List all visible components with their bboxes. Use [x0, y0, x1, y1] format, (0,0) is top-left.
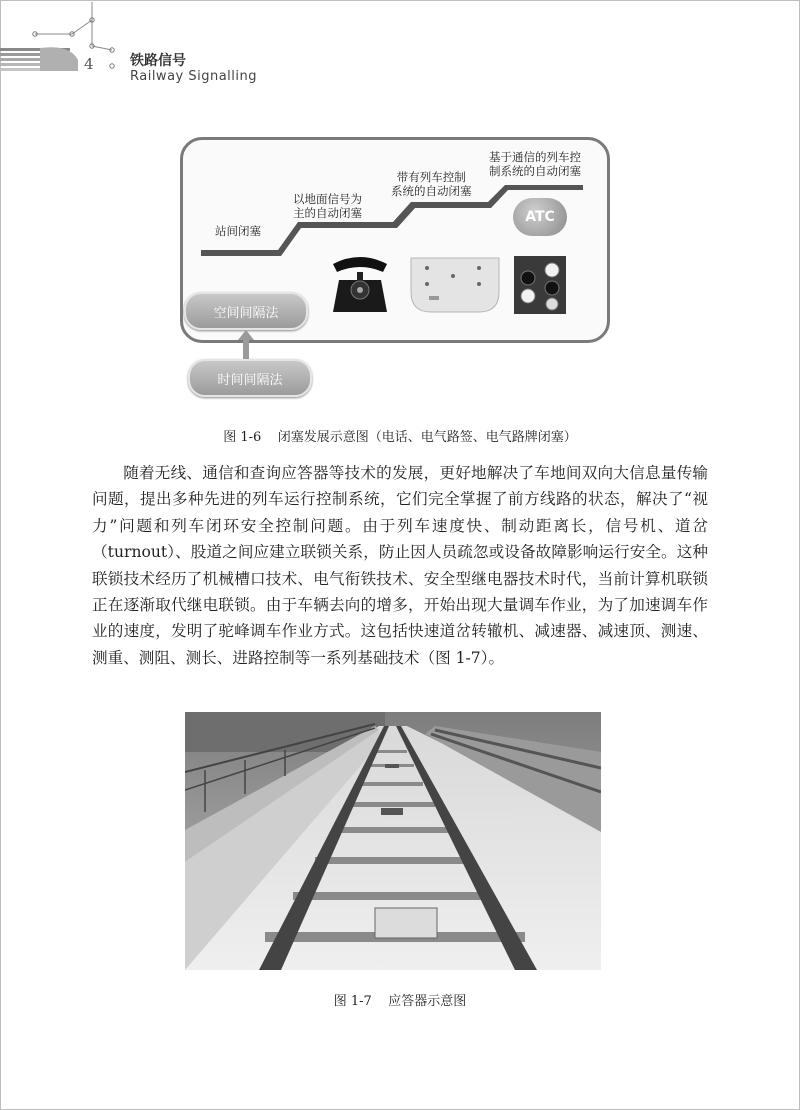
body-paragraph: 随着无线、通信和查询应答器等技术的发展，更好地解决了车地间双向大信息量传输问题，提出多种先进的列车运行控制系统，它们完全掌握了前方线路的状态，解决了“视力”问题和列车闭环安全控制问题。由于列车速度快、制动距离长，信号机、道岔（turnout）、股道之间应建立联锁关系，防止因人员疏忽或设备故障影响运行安全。这种联锁技术经历了机械槽口技术、电气衔铁技术、安全型继电器技术时代，当前计算机联锁正在逐渐取代继电联锁。由于车辆去向的增多，开始出现大量调车作业，为了加速调车作业的速度，发明了驼峰调车作业方式。这包括快速道岔转辙机、减速器、减速顶、测速、测重、测阻、测长、进路控制等一系列基础技术（图 1-7）。 — [92, 464, 708, 667]
stair-label-station-block: 站间闭塞 — [215, 224, 261, 238]
figure-1-7-caption: 图 1-7 应答器示意图 — [333, 994, 467, 1009]
running-subtitle: Railway Signalling — [130, 69, 258, 84]
body-text — [92, 460, 708, 671]
space-interval-pill: 空间间隔法 — [184, 292, 308, 330]
time-interval-pill: 时间间隔法 — [188, 359, 312, 397]
page-number: 4 — [84, 55, 94, 73]
header-train-decoration — [0, 0, 130, 80]
stair-label-cbtc-block: 基于通信的列车控 制系统的自动闭塞 — [489, 150, 581, 178]
figure-1-6-caption: 图 1-6 闭塞发展示意图（电话、电气路签、电气路牌闭塞） — [223, 430, 577, 445]
electric-tablet-icon — [409, 256, 501, 314]
stair-label-train-control-block: 带有列车控制 系统的自动闭塞 — [391, 170, 472, 198]
running-title: 铁路信号 — [130, 53, 186, 69]
atc-badge: ATC — [513, 198, 567, 236]
telephone-icon — [323, 250, 397, 320]
figure-balise-photo — [185, 712, 601, 970]
figure-block-development-diagram — [180, 137, 610, 405]
up-arrow-icon — [238, 330, 254, 360]
stair-label-ground-signal-block: 以地面信号为 主的自动闭塞 — [293, 192, 362, 220]
signal-lights-icon — [514, 256, 566, 314]
